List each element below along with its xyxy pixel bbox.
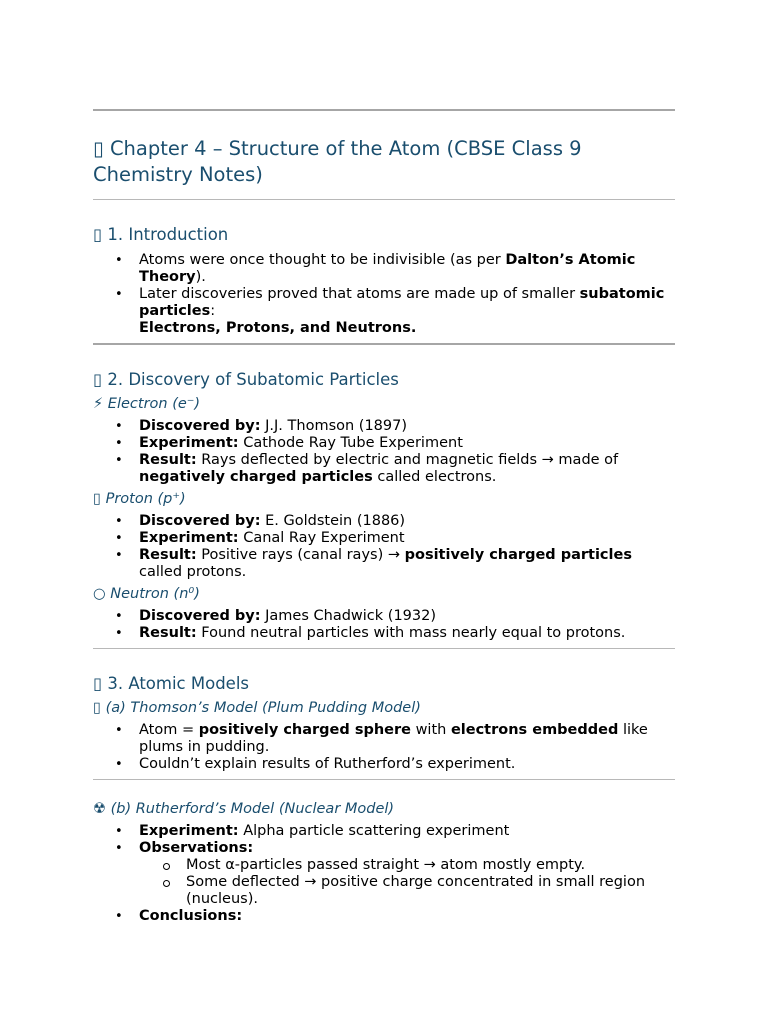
section-heading-introduction [93, 224, 675, 246]
section-heading-atomic-models [93, 673, 675, 695]
list-item [139, 625, 675, 642]
electron-list [93, 418, 675, 486]
divider [93, 199, 675, 200]
list-item [139, 286, 675, 337]
subheading-electron [93, 395, 675, 414]
list-item [139, 908, 675, 925]
list-item [139, 513, 675, 530]
list-item [139, 252, 675, 286]
list-item-label: Experiment: [139, 823, 239, 839]
list-item-bold: subatomic particles [139, 286, 665, 319]
list-item-text: Most α-particles passed straight → atom mostly empty. [186, 857, 586, 873]
model-icon: ▯ [93, 700, 101, 716]
page-title-text: Chapter 4 – Structure of the Atom (CBSE Class 9 Chemistry Notes) [93, 137, 582, 186]
neutron-list [93, 608, 675, 642]
subheading-thomson-model [93, 699, 675, 718]
list-item-label: Discovered by: [139, 513, 261, 529]
list-item-text: Some deflected → positive charge concentrated in small region (nucleus). [186, 874, 646, 907]
list-item-bold: Electrons, Protons, and Neutrons. [139, 320, 417, 336]
list-item-label: Observations: [139, 840, 254, 856]
list-item-label: Discovered by: [139, 418, 261, 434]
section-icon: ▯ [93, 674, 103, 693]
list-item-text: Rays deflected by electric and magnetic fields → made of [196, 452, 619, 468]
section-heading-text: 1. Introduction [107, 225, 229, 244]
list-item-bold: electrons embedded [450, 722, 619, 738]
list-item-text: Cathode Ray Tube Experiment [238, 435, 463, 451]
list-item-text: like plums in pudding. [139, 722, 648, 755]
document-page [93, 109, 675, 925]
list-item-text: Alpha particle scattering experiment [238, 823, 510, 839]
subheading-text: Proton (p⁺) [105, 491, 186, 507]
list-item [139, 840, 675, 908]
list-item-text: : [210, 303, 216, 319]
list-item-label: Conclusions: [139, 908, 243, 924]
divider [93, 109, 675, 111]
document-icon: ▯ [93, 137, 104, 160]
list-item [139, 547, 675, 581]
list-item [139, 608, 675, 625]
list-item-text: called electrons. [372, 469, 497, 485]
list-item-bold: positively charged sphere [198, 722, 411, 738]
subheading-rutherford-model [93, 800, 675, 819]
radioactive-icon: ☢ [93, 801, 106, 817]
intro-list [93, 252, 675, 337]
list-item [186, 857, 675, 874]
lightning-icon: ⚡ [93, 396, 104, 412]
list-item-text: J.J. Thomson (1897) [260, 418, 408, 434]
list-item-label: Result: [139, 547, 197, 563]
subheading-text: (b) Rutherford’s Model (Nuclear Model) [110, 801, 395, 817]
proton-list [93, 513, 675, 581]
list-item-text: Positive rays (canal rays) → [196, 547, 405, 563]
list-item-bold: Dalton’s Atomic Theory [139, 252, 636, 285]
divider [93, 648, 675, 649]
section-icon: ▯ [93, 370, 103, 389]
list-item-label: Discovered by: [139, 608, 261, 624]
list-item-text: James Chadwick (1932) [260, 608, 436, 624]
list-item-label: Result: [139, 452, 197, 468]
list-item-text: Canal Ray Experiment [238, 530, 405, 546]
subheading-proton [93, 490, 675, 509]
list-item-text: ). [195, 269, 206, 285]
list-item-text: Atom = [139, 722, 199, 738]
rutherford-list [93, 823, 675, 925]
list-item-label: Result: [139, 625, 197, 641]
section-heading-text: 3. Atomic Models [107, 674, 250, 693]
list-item-bold: positively charged particles [404, 547, 632, 563]
divider [93, 779, 675, 780]
page-title [93, 136, 675, 188]
list-item-text: Couldn’t explain results of Rutherford’s experiment. [139, 756, 516, 772]
divider [93, 343, 675, 345]
list-item [139, 823, 675, 840]
list-item-text: Found neutral particles with mass nearly equal to protons. [196, 625, 626, 641]
section-heading-text: 2. Discovery of Subatomic Particles [107, 370, 399, 389]
list-item-text: called protons. [139, 564, 247, 580]
list-item [139, 452, 675, 486]
subheading-text: Neutron (n⁰) [110, 586, 200, 602]
list-item-text: E. Goldstein (1886) [260, 513, 406, 529]
list-item-text: Atoms were once thought to be indivisible (as per [139, 252, 506, 268]
section-heading-discovery [93, 369, 675, 391]
section-icon: ▯ [93, 225, 103, 244]
observations-list [139, 857, 675, 908]
list-item [139, 418, 675, 435]
subheading-neutron [93, 585, 675, 604]
list-item-text: Later discoveries proved that atoms are made up of smaller [139, 286, 580, 302]
list-item-text: with [410, 722, 451, 738]
proton-icon: ▯ [93, 491, 101, 507]
list-item-label: Experiment: [139, 530, 239, 546]
thomson-list [93, 722, 675, 773]
list-item [186, 874, 675, 908]
circle-icon: ○ [93, 586, 106, 602]
list-item [139, 756, 675, 773]
list-item [139, 435, 675, 452]
list-item-bold: negatively charged particles [139, 469, 373, 485]
list-item-label: Experiment: [139, 435, 239, 451]
subheading-text: Electron (e⁻) [107, 396, 201, 412]
list-item [139, 530, 675, 547]
subheading-text: (a) Thomson’s Model (Plum Pudding Model) [105, 700, 421, 716]
list-item [139, 722, 675, 756]
